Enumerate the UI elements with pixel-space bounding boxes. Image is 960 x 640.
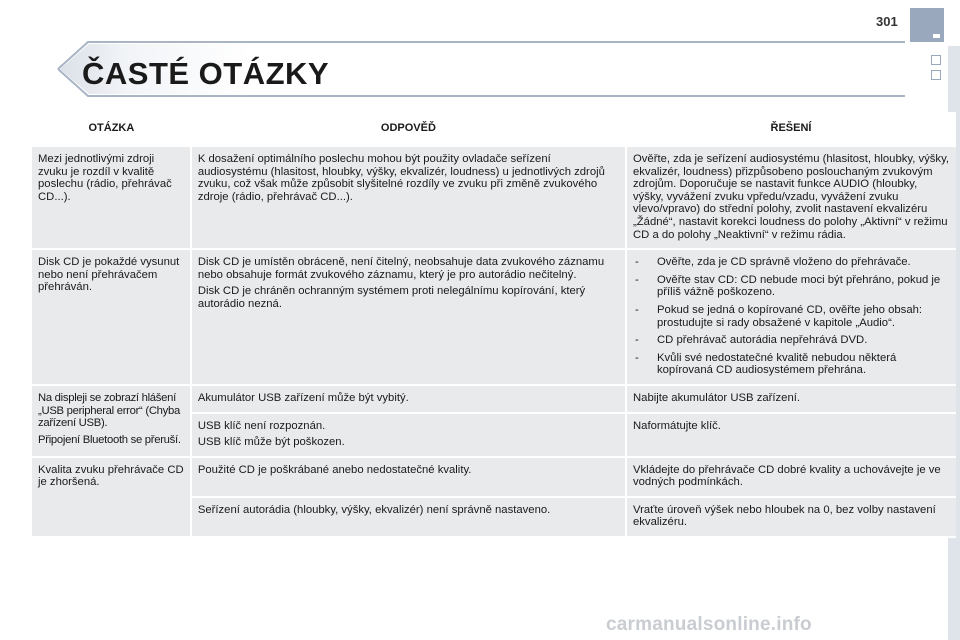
chapter-tab: [910, 8, 944, 42]
page-number: 301: [876, 14, 898, 29]
solution-text: Ověřte, zda je seřízení audiosystému (hlasitost, hloubky, výšky, ekvalizér, loudness) přizpůsobeno poslouchaným zvukovým zdrojům. Doporučuje se nastavit funkce AUDIO (hloubky, výšky, vyvážení zvuku vpředu/vzadu, vyvážení zvuku vlevo/vpravo) do střední polohy, zvolit nastavení ekvalizéru „Žádné“, nastavit korekci loudness do polohy „Aktivní“ v režimu CD a do polohy „Neaktivní“ v režimu rádia.: [633, 153, 950, 241]
question-text: Připojení Bluetooth se přeruší.: [38, 433, 181, 446]
answer-text: USB klíč může být poškozen.: [197, 436, 345, 449]
solution-list-item: - Ověřte stav CD: CD nebude moci být přehráno, pokud je příliš vážně poškozeno.: [633, 274, 950, 299]
solution-cell: [626, 249, 956, 385]
solution-list-item: - Ověřte, zda je CD správně vloženo do přehrávače.: [633, 256, 950, 269]
solution-list-item: - Kvůli své nedostatečné kvalitě nebudou některá kopírovaná CD audiosystémem přehrána.: [633, 352, 950, 377]
table-row: [32, 385, 956, 413]
solution-list: [633, 256, 950, 377]
solution-cell: [626, 413, 956, 457]
answer-text: Akumulátor USB zařízení může být vybitý.: [197, 391, 409, 404]
table-row: [32, 249, 956, 385]
question-text: Mezi jednotlivými zdroji zvuku je rozdíl v kvalitě poslechu (rádio, přehrávač CD...).: [38, 153, 172, 203]
answer-text: Disk CD je chráněn ochranným systémem proti nelegálnímu kopírování, který autorádio nezná.: [197, 285, 586, 310]
question-cell: [32, 385, 191, 457]
solution-cell: [626, 146, 956, 250]
answer-cell: [191, 497, 626, 537]
checkbox-icon: [931, 55, 941, 65]
chapter-tab-mark: [933, 34, 940, 38]
solution-text: Vkládejte do přehrávače CD dobré kvality a uchovávejte je ve vodných podmínkách.: [633, 463, 941, 489]
solution-list-item: - CD přehrávač autorádia nepřehrává DVD.: [633, 334, 950, 347]
answer-cell: [191, 385, 626, 413]
solution-text: Vraťte úroveň výšek nebo hloubek na 0, bez volby nastavení ekvalizéru.: [633, 503, 936, 529]
checkbox-icon: [931, 70, 941, 80]
answer-cell: [191, 146, 626, 250]
solution-cell: [626, 385, 956, 413]
header-answer: ODPOVĚĎ: [191, 112, 626, 146]
solution-cell: [626, 497, 956, 537]
table-row: [32, 457, 956, 497]
question-text: Na displeji se zobrazí hlášení „USB peripheral error“ (Chyba zařízení USB).: [38, 391, 180, 430]
answer-text: K dosažení optimálního poslechu mohou být použity ovladače seřízení audiosystému (hlasitost, hloubky, výšky, ekvalizér, loudness) u jednotlivých zdrojů zvuku, což však může způsobit slyšitelné rozdíly ve zvuku při změně zvukového zdroje (rádio, přehrávač CD...).: [197, 153, 605, 203]
answer-cell: [191, 457, 626, 497]
answer-text: Disk CD je umístěn obráceně, není čitelný, neobsahuje data zvukového záznamu nebo obsahuje formát zvukového záznamu, který je pro autorádio nečitelný.: [197, 256, 605, 281]
question-text: Kvalita zvuku přehrávače CD je zhoršená.: [38, 463, 184, 489]
table-row: [32, 146, 956, 250]
table-header-row: [32, 112, 956, 146]
question-cell: [32, 249, 191, 385]
faq-table: [32, 112, 956, 538]
header-question: OTÁZKA: [32, 112, 191, 146]
solution-text: Naformátujte klíč.: [633, 419, 721, 432]
answer-cell: [191, 249, 626, 385]
answer-text: USB klíč není rozpoznán.: [197, 419, 326, 432]
question-text: Disk CD je pokaždé vysunut nebo není přehrávačem přehráván.: [38, 256, 180, 294]
solution-cell: [626, 457, 956, 497]
page-title: ČASTÉ OTÁZKY: [82, 56, 330, 91]
question-cell: [32, 457, 191, 537]
watermark: carmanualsonline.info: [606, 614, 812, 635]
answer-text: Použité CD je poškrábané anebo nedostatečné kvality.: [197, 463, 472, 476]
question-cell: [32, 146, 191, 250]
answer-text: Seřízení autorádia (hloubky, výšky, ekvalizér) není správně nastaveno.: [197, 503, 551, 516]
solution-list-item: - Pokud se jedná o kopírované CD, ověřte jeho obsah: prostudujte si rady obsažené v kapitole „Audio“.: [633, 304, 950, 329]
solution-text: Nabijte akumulátor USB zařízení.: [633, 391, 801, 404]
header-solution: ŘEŠENÍ: [626, 112, 956, 146]
answer-cell: [191, 413, 626, 457]
